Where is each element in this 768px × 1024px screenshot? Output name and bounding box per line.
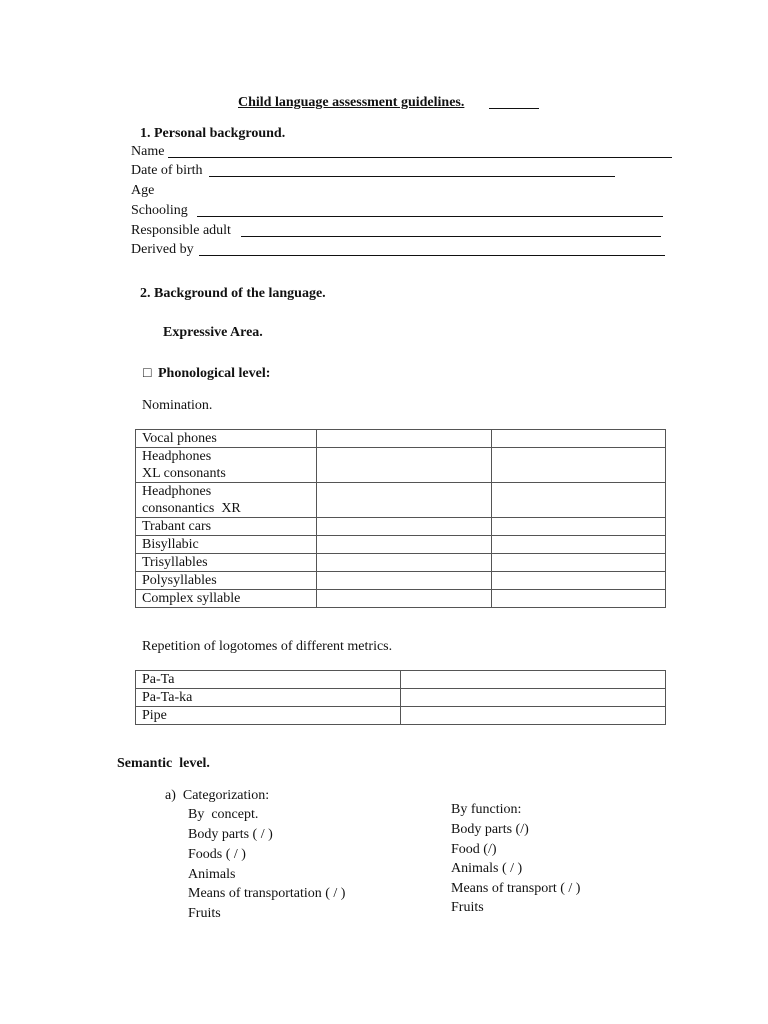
table-cell: Bisyllabic — [136, 536, 317, 554]
document-title: Child language assessment guidelines. — [238, 95, 465, 110]
nomination-label: Nomination. — [142, 398, 213, 413]
table-row — [136, 554, 666, 572]
table-cell[interactable] — [401, 707, 666, 725]
table-cell[interactable] — [492, 554, 666, 572]
name-field[interactable] — [168, 157, 672, 158]
age-label: Age — [131, 183, 155, 198]
expressive-area-heading: Expressive Area. — [163, 325, 263, 340]
table-cell: Complex syllable — [136, 590, 317, 608]
list-item: Means of transportation ( / ) — [188, 886, 346, 901]
table-cell[interactable] — [401, 671, 666, 689]
list-item: Animals — [188, 867, 236, 882]
responsible-adult-field[interactable] — [241, 236, 661, 237]
table-cell: Pa-Ta-ka — [136, 689, 401, 707]
table-row — [136, 518, 666, 536]
table-row — [136, 689, 666, 707]
title-underline — [489, 108, 539, 109]
table-cell[interactable] — [492, 572, 666, 590]
table-cell[interactable] — [492, 518, 666, 536]
table-cell[interactable] — [317, 590, 492, 608]
table-cell[interactable] — [317, 518, 492, 536]
by-function-title: By function: — [451, 802, 522, 817]
section-2-heading: 2. Background of the language. — [140, 286, 326, 301]
list-item: Fruits — [451, 900, 484, 915]
table-cell: Polysyllables — [136, 572, 317, 590]
derived-by-label: Derived by — [131, 242, 194, 257]
dob-field[interactable] — [209, 176, 615, 177]
table-cell: Pipe — [136, 707, 401, 725]
schooling-field[interactable] — [197, 216, 663, 217]
checkbox-icon: □ — [143, 366, 152, 381]
table-cell[interactable] — [401, 689, 666, 707]
table-cell[interactable] — [317, 430, 492, 448]
schooling-label: Schooling — [131, 203, 192, 218]
table-cell: Headphones XL consonants — [136, 448, 317, 483]
table-row — [136, 590, 666, 608]
phonological-level-heading: Phonological level: — [158, 366, 271, 381]
list-item: Foods ( / ) — [188, 847, 246, 862]
table-cell[interactable] — [317, 483, 492, 518]
repetition-table — [135, 670, 666, 725]
by-concept-title: By concept. — [188, 807, 259, 822]
nomination-table — [135, 429, 666, 608]
table-row — [136, 430, 666, 448]
list-item: Fruits — [188, 906, 221, 921]
table-cell[interactable] — [317, 536, 492, 554]
table-cell[interactable] — [317, 448, 492, 483]
repetition-label: Repetition of logotomes of different metrics. — [142, 639, 393, 654]
responsible-adult-label: Responsible adult — [131, 223, 231, 238]
table-row — [136, 671, 666, 689]
table-cell: Pa-Ta — [136, 671, 401, 689]
table-row — [136, 572, 666, 590]
table-row — [136, 536, 666, 554]
list-item: Animals ( / ) — [451, 861, 523, 876]
table-cell: Trabant cars — [136, 518, 317, 536]
table-cell[interactable] — [317, 554, 492, 572]
table-cell: Trisyllables — [136, 554, 317, 572]
table-cell[interactable] — [492, 483, 666, 518]
table-cell: Vocal phones — [136, 430, 317, 448]
table-cell[interactable] — [492, 590, 666, 608]
table-row — [136, 483, 666, 518]
table-cell[interactable] — [492, 448, 666, 483]
name-label: Name — [131, 144, 165, 159]
section-1-heading: 1. Personal background. — [140, 126, 286, 141]
table-cell[interactable] — [492, 536, 666, 554]
list-item: Body parts ( / ) — [188, 827, 273, 842]
categorization-label: a) Categorization: — [165, 788, 270, 803]
table-cell: Headphones consonantics XR — [136, 483, 317, 518]
semantic-level-heading: Semantic level. — [117, 756, 210, 771]
table-cell[interactable] — [492, 430, 666, 448]
table-cell[interactable] — [317, 572, 492, 590]
list-item: Means of transport ( / ) — [451, 881, 581, 896]
list-item: Body parts (/) — [451, 822, 529, 837]
dob-label: Date of birth — [131, 163, 203, 178]
table-row — [136, 448, 666, 483]
table-row — [136, 707, 666, 725]
list-item: Food (/) — [451, 842, 497, 857]
derived-by-field[interactable] — [199, 255, 665, 256]
